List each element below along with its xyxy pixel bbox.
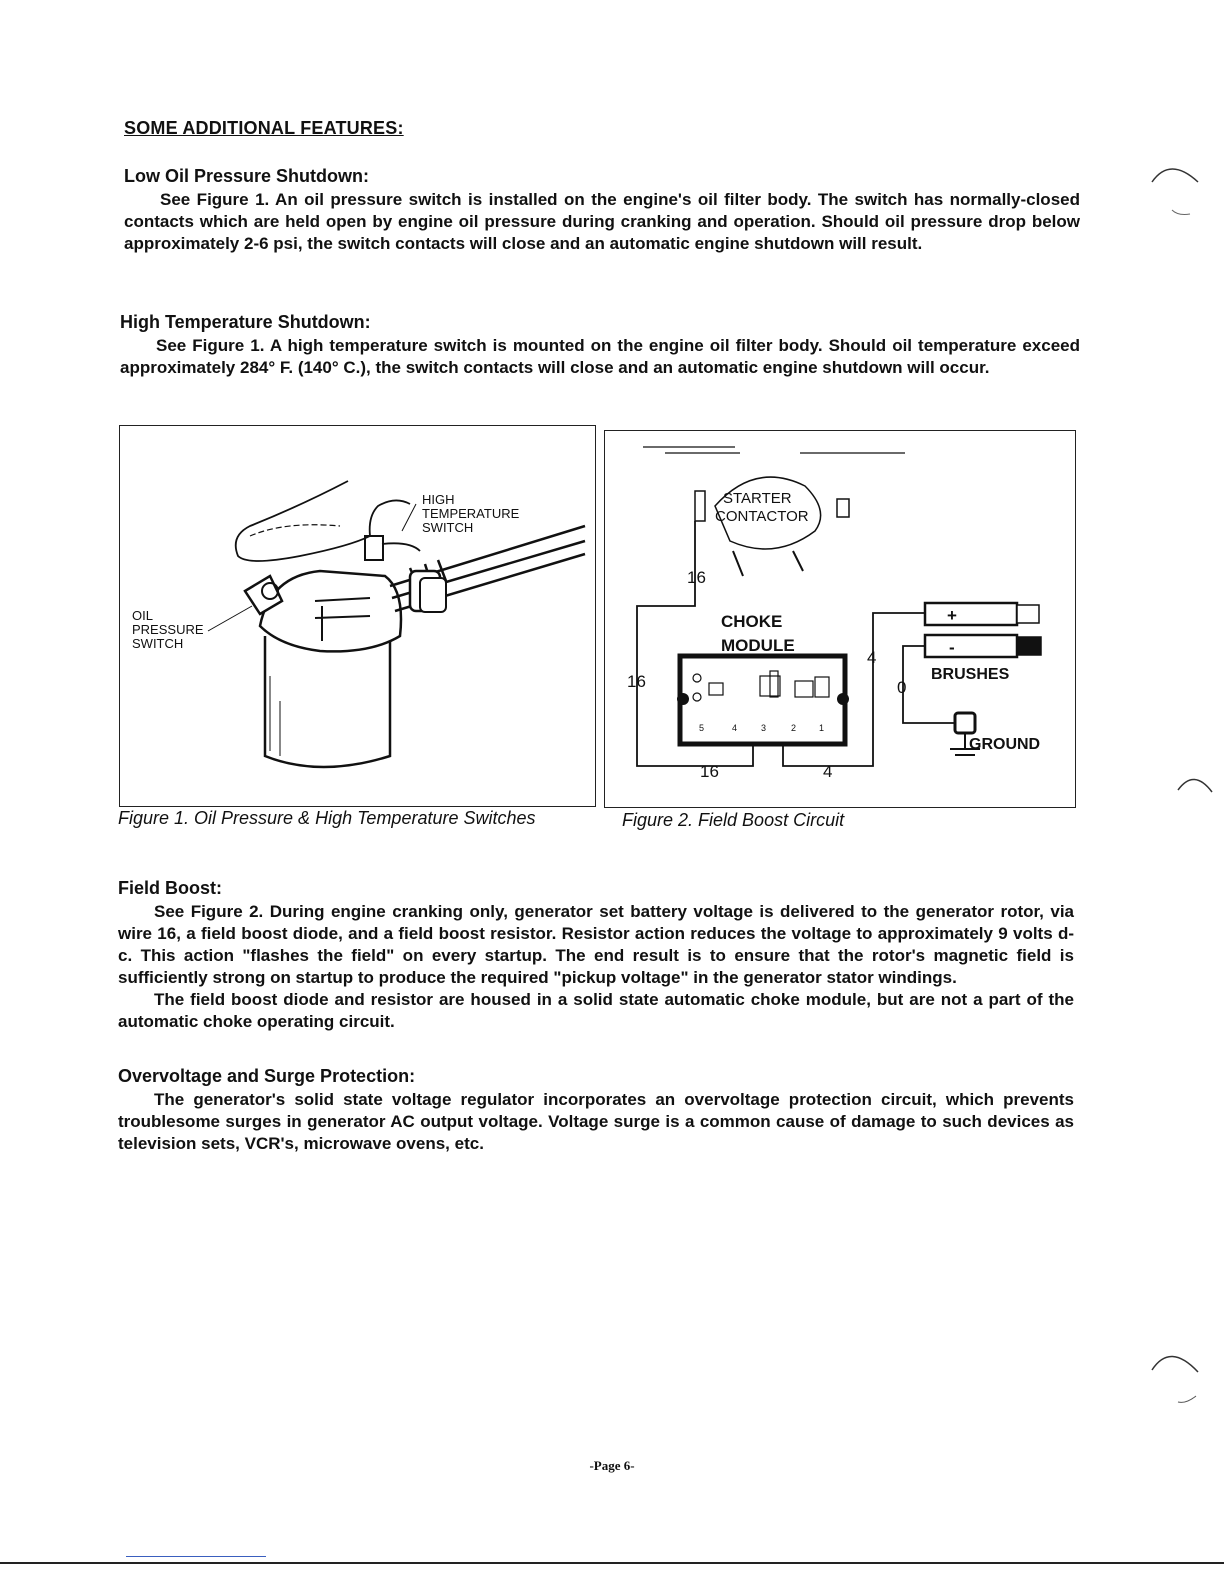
overvoltage-title: Overvoltage and Surge Protection: <box>118 1066 416 1086</box>
high-temp-body: See Figure 1. A high temperature switch is mounted on the engine oil filter body. Should oil temperature exceed approximately 284° F. (140° C.), the switch contacts will close and an automatic engine shutdown will occur. <box>120 336 1080 377</box>
temp-switch-body <box>365 536 383 560</box>
footer-rule-short <box>126 1556 266 1557</box>
figure-2-caption: Figure 2. Field Boost Circuit <box>622 810 845 830</box>
terminal-5: 5 <box>699 723 705 733</box>
field-boost-title: Field Boost: <box>118 878 222 898</box>
module-label: MODULE <box>721 636 795 655</box>
edge-mark-bottom <box>1148 1344 1208 1414</box>
terminal-4: 4 <box>732 723 738 733</box>
oil-label: OIL <box>132 608 153 623</box>
field-boost-body-1: See Figure 2. During engine cranking only, generator set battery voltage is delivered to the generator rotor, via wire 16, a field boost diode, and a field boost resistor. Resistor action reduces the voltage to approximately 9 volts d-c. This action "flashes the field" on every startup. The end result is to ensure that the rotor's magnetic field is sufficiently strong on startup to produce the required "pickup voltage" in the generator stator windings. <box>118 902 1074 987</box>
filter-head <box>260 571 401 651</box>
edge-mark-middle <box>1176 770 1216 810</box>
contactor-label: CONTACTOR <box>715 508 809 525</box>
starter-label: STARTER <box>723 490 792 507</box>
brush-minus-sign: - <box>949 638 955 657</box>
brush-plus <box>925 603 1017 625</box>
wire-16-label-bottom: 16 <box>700 762 719 781</box>
section-heading: SOME ADDITIONAL FEATURES: <box>124 118 404 138</box>
ground-terminal <box>955 713 975 733</box>
wire-16-label-left: 16 <box>627 672 646 691</box>
brush-minus <box>925 635 1017 657</box>
temperature-label: TEMPERATURE <box>422 506 520 521</box>
ground-label: GROUND <box>969 736 1041 753</box>
figure-2 <box>604 430 1076 808</box>
field-boost-section <box>118 878 1074 1033</box>
field-boost-circuit <box>605 431 1075 807</box>
figure-1 <box>119 425 596 807</box>
wire-4-label-right: 4 <box>867 648 877 667</box>
switch-label-bottom: SWITCH <box>132 636 184 651</box>
field-boost-body-2: The field boost diode and resistor are housed in a solid state automatic choke module, but are not a part of the automatic choke operating circuit. <box>118 990 1074 1031</box>
overvoltage-body: The generator's solid state voltage regulator incorporates an overvoltage protection circuit, which prevents troublesome surges in generator AC output voltage. Voltage surge is a common cause of damage to such devices as television sets, VCR's, microwave ovens, etc. <box>118 1090 1074 1153</box>
pressure-label: PRESSURE <box>132 622 204 637</box>
overvoltage-section <box>118 1066 1074 1155</box>
wire-16-label-top: 16 <box>687 568 706 587</box>
brushes-label: BRUSHES <box>931 666 1010 683</box>
high-label: HIGH <box>422 492 455 507</box>
page-number: -Page 6- <box>589 1458 635 1473</box>
high-temp-title: High Temperature Shutdown: <box>120 312 371 332</box>
switch-label-top: SWITCH <box>422 520 474 535</box>
terminal-1: 1 <box>819 723 825 733</box>
low-oil-section <box>124 166 1080 255</box>
wire-harness <box>236 481 370 561</box>
wire-0-label: 0 <box>897 678 907 697</box>
filter-body <box>265 636 390 767</box>
footer-rule <box>0 1562 1224 1564</box>
wire-4-label-bottom: 4 <box>823 762 833 781</box>
edge-mark-top <box>1150 160 1210 220</box>
oil-filter-illustration <box>120 426 595 806</box>
brush-plus-sign: + <box>947 606 957 625</box>
figure-1-caption: Figure 1. Oil Pressure & High Temperature Switches <box>118 808 536 828</box>
low-oil-body: See Figure 1. An oil pressure switch is installed on the engine's oil filter body. The switch has normally-closed contacts which are held open by engine oil pressure during cranking and operation. Should oil pressure drop below approximately 2-6 psi, the switch contacts will close and an automatic engine shutdown will result. <box>124 190 1080 253</box>
high-temp-section <box>120 312 1080 379</box>
choke-label: CHOKE <box>721 612 783 631</box>
terminal-2: 2 <box>791 723 797 733</box>
low-oil-title: Low Oil Pressure Shutdown: <box>124 166 370 186</box>
terminal-3: 3 <box>761 723 767 733</box>
